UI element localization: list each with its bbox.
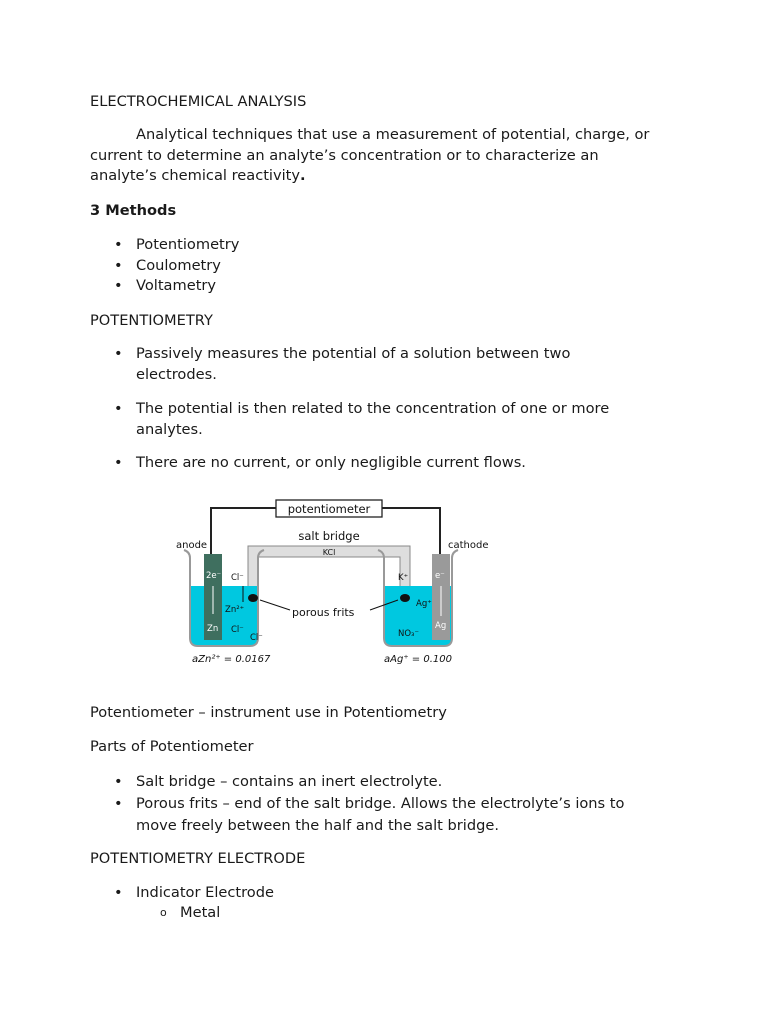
electrochemical-cell-diagram	[170, 494, 500, 670]
list-item: • Potentiometry	[90, 235, 690, 256]
electrode-list	[90, 883, 690, 904]
left-cl2-label: Cl⁻	[231, 625, 244, 635]
left-zn-label: Zn	[207, 624, 219, 634]
right-ag-ion-label: Ag⁺	[416, 599, 432, 609]
potentiometry-heading: POTENTIOMETRY	[90, 312, 213, 329]
parts-list	[90, 772, 650, 837]
methods-list	[90, 235, 690, 297]
right-porous-frit	[400, 594, 410, 602]
list-item: • Indicator Electrode	[90, 883, 690, 904]
left-e-label: 2e⁻	[206, 571, 222, 581]
left-activity-label: aZn²⁺ = 0.0167	[192, 654, 271, 665]
list-item: • There are no current, or only negligible current flows.	[90, 453, 650, 474]
porous-frits-label: porous frits	[292, 606, 355, 619]
left-zn-ion-label: Zn²⁺	[225, 605, 245, 615]
left-porous-frit	[248, 594, 258, 602]
intro-text: Analytical techniques that use a measurement of potential, charge, or current to determine an analyte’s concentration or to characterize an analyte’s chemical reactivity	[90, 126, 650, 184]
left-beaker-solution	[190, 586, 258, 646]
potentiometry-list	[90, 344, 650, 474]
electrode-heading: POTENTIOMETRY ELECTRODE	[90, 850, 306, 867]
intro-period: .	[300, 167, 306, 184]
right-e-label: e⁻	[435, 571, 445, 581]
list-item: • Salt bridge – contains an inert electrolyte.	[90, 772, 650, 793]
kcl-label: KCl	[322, 548, 336, 557]
list-item: o Metal	[90, 903, 690, 924]
intro-paragraph	[90, 125, 670, 187]
list-item: • Coulometry	[90, 256, 690, 277]
cathode-label: cathode	[448, 540, 489, 551]
left-cl3-label: Cl⁻	[250, 633, 263, 643]
left-cl-label: Cl⁻	[231, 573, 244, 583]
salt-bridge-label: salt bridge	[298, 529, 360, 543]
parts-heading: Parts of Potentiometer	[90, 738, 254, 755]
electrode-sublist	[90, 903, 690, 924]
list-item: • Porous frits – end of the salt bridge. Allows the electrolyte’s ions to move freely between the half and the salt bridge.	[90, 793, 650, 837]
list-item: • Passively measures the potential of a solution between two electrodes.	[90, 344, 650, 385]
right-ag-label: Ag	[435, 621, 447, 631]
right-k-label: K⁺	[398, 573, 409, 583]
potentiometer-label: potentiometer	[287, 502, 371, 516]
list-item: • The potential is then related to the concentration of one or more analytes.	[90, 399, 636, 440]
arrow	[260, 600, 290, 610]
anode-label: anode	[176, 540, 208, 551]
potentiometer-definition: Potentiometer – instrument use in Potentiometry	[90, 704, 447, 721]
list-item: • Voltametry	[90, 276, 690, 297]
title: ELECTROCHEMICAL ANALYSIS	[90, 93, 307, 110]
right-no3-label: NO₃⁻	[398, 629, 419, 639]
right-activity-label: aAg⁺ = 0.100	[384, 654, 452, 665]
methods-heading: 3 Methods	[90, 202, 177, 219]
